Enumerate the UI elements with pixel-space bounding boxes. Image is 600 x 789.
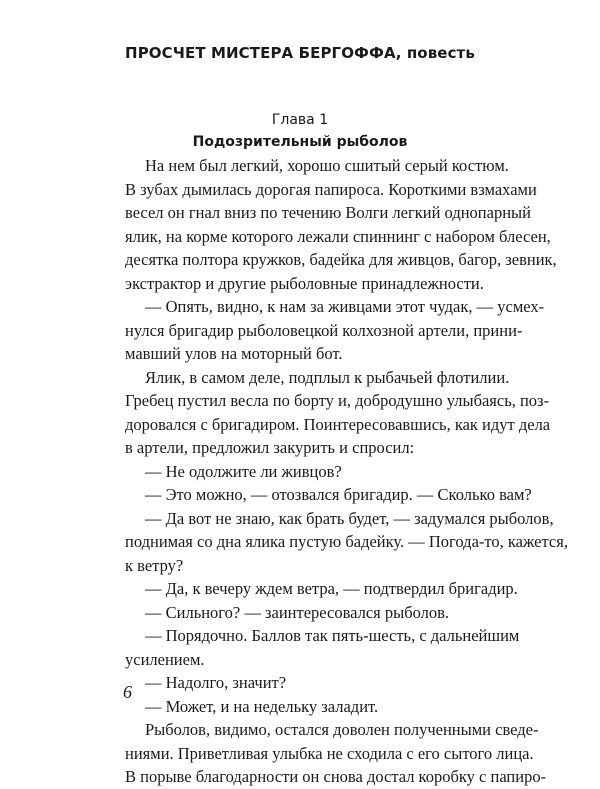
- chapter-number: Глава 1: [271, 112, 329, 128]
- text-line: — Порядочно. Баллов так пять-шесть, с дальнейшим: [145, 626, 520, 645]
- text-line: доровался с бригадиром. Поинтересовавшись, как идут дела: [125, 414, 551, 434]
- text-line: — Да, к вечеру ждем ветра, — подтвердил бригадир.: [145, 579, 518, 598]
- text-line: Гребец пустил весла по борту и, добродушно улыбаясь, поз-: [125, 391, 550, 410]
- text-line: Рыболов, видимо, остался доволен полученными сведе-: [145, 720, 539, 739]
- text-line: Ялик, в самом деле, подплыл к рыбачьей флотилии.: [145, 367, 510, 387]
- text-line: В зубах дымилась дорогая папироса. Короткими взмахами: [125, 179, 537, 199]
- text-line: усилением.: [125, 649, 205, 669]
- text-line: нулся бригадир рыболовецкой колхозной артели, прини-: [125, 320, 523, 340]
- text-line: мавший улов на моторный бот.: [125, 344, 343, 363]
- text-line: весел он гнал вниз по течению Волги легкий однопарный: [125, 203, 531, 222]
- text-line: — Да вот не знаю, как брать будет, — задумался рыболов,: [145, 508, 554, 528]
- text-line: ялик, на корме которого лежали спиннинг с набором блесен,: [125, 226, 551, 246]
- chapter-title: Подозрительный рыболов: [192, 134, 408, 150]
- text-line: — Не одолжите ли живцов?: [145, 461, 342, 481]
- text-line: — Сильного? — заинтересовался рыболов.: [145, 602, 450, 622]
- text-line: экстрактор и другие рыболовные принадлежности.: [125, 273, 484, 293]
- book-title: ПРОСЧЕТ МИСТЕРА БЕРГОФФА, повесть: [125, 44, 475, 62]
- text-line: — Надолго, значит?: [145, 673, 287, 692]
- text-line: десятка полтора кружков, бадейка для живцов, багор, зевник,: [125, 250, 557, 269]
- text-line: в артели, предложил закурить и спросил:: [125, 438, 415, 457]
- page-number: 6: [123, 682, 132, 702]
- body-text: [125, 154, 568, 789]
- text-line: ниями. Приветливая улыбка не сходила с его сытого лица.: [125, 743, 534, 763]
- text-line: — Опять, видно, к нам за живцами этот чудак, — усмех-: [145, 297, 545, 316]
- text-line: На нем был легкий, хорошо сшитый серый костюм.: [145, 156, 509, 175]
- text-line: В порыве благодарности он снова достал коробку с папиро-: [125, 767, 547, 786]
- text-line: — Это можно, — отозвался бригадир. — Сколько вам?: [145, 485, 532, 504]
- text-line: к ветру?: [125, 555, 184, 575]
- text-line: поднимая со дна ялика пустую бадейку. — Погода-то, кажется,: [125, 532, 568, 551]
- text-line: — Может, и на недельку заладит.: [145, 696, 379, 716]
